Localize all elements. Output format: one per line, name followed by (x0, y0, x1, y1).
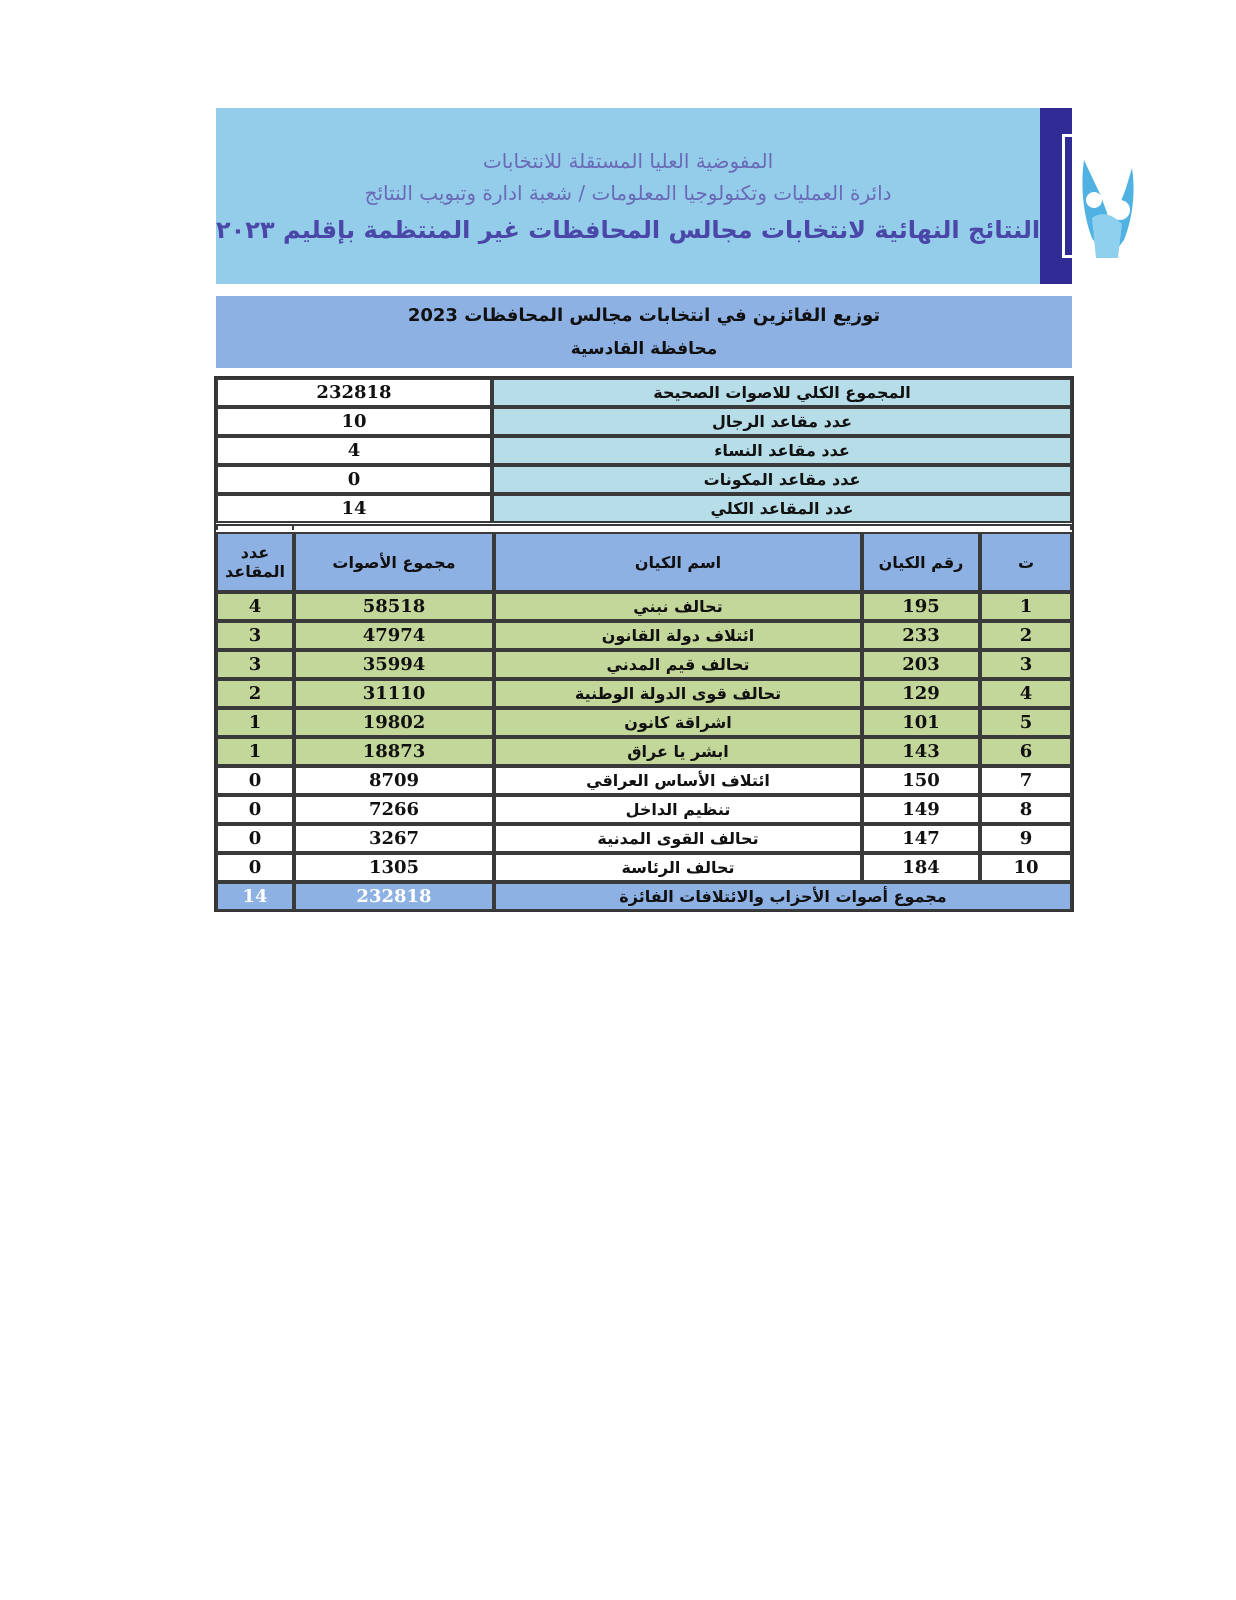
row-entity-number: 150 (862, 766, 980, 795)
row-index: 7 (980, 766, 1072, 795)
total-row (216, 882, 1072, 911)
results-subtitle (216, 296, 1072, 368)
row-entity-name: تحالف قوى الدولة الوطنية (494, 679, 862, 708)
row-votes: 58518 (294, 592, 494, 621)
row-entity-number: 149 (862, 795, 980, 824)
row-seats: 1 (216, 708, 294, 737)
commission-logo (1040, 108, 1072, 284)
summary-value: 232818 (216, 378, 492, 407)
row-index: 5 (980, 708, 1072, 737)
table-row (216, 766, 1072, 795)
row-entity-number: 195 (862, 592, 980, 621)
distribution-title: توزيع الفائزين في انتخابات مجالس المحافظات 2023 (407, 305, 881, 326)
row-index: 3 (980, 650, 1072, 679)
table-row (216, 853, 1072, 882)
row-entity-name: تحالف الرئاسة (494, 853, 862, 882)
summary-label: عدد مقاعد الرجال (492, 407, 1072, 436)
row-entity-name: تنظيم الداخل (494, 795, 862, 824)
header-text (216, 108, 1040, 284)
divider-cell (216, 524, 294, 530)
row-index: 4 (980, 679, 1072, 708)
row-index: 2 (980, 621, 1072, 650)
table-divider (216, 524, 1072, 530)
row-index: 9 (980, 824, 1072, 853)
row-entity-name: ائتلاف دولة القانون (494, 621, 862, 650)
summary-table (216, 378, 1072, 523)
row-seats: 0 (216, 853, 294, 882)
summary-label: عدد مقاعد النساء (492, 436, 1072, 465)
header-banner (216, 108, 1072, 284)
table-row (216, 679, 1072, 708)
summary-row (216, 407, 1072, 436)
summary-label: عدد مقاعد المكونات (492, 465, 1072, 494)
row-index: 8 (980, 795, 1072, 824)
row-entity-number: 147 (862, 824, 980, 853)
header-entity-name: اسم الكيان (494, 532, 862, 592)
row-seats: 1 (216, 737, 294, 766)
table-row (216, 708, 1072, 737)
row-entity-number: 129 (862, 679, 980, 708)
row-entity-number: 233 (862, 621, 980, 650)
table-row (216, 824, 1072, 853)
row-seats: 3 (216, 650, 294, 679)
summary-row (216, 378, 1072, 407)
header-total-votes: مجموع الأصوات (294, 532, 494, 592)
summary-row (216, 465, 1072, 494)
document-title: النتائج النهائية لانتخابات مجالس المحافظات غير المنتظمة بإقليم ٢٠٢٣ (216, 216, 1041, 244)
header-seats-line1: عدد (240, 543, 270, 562)
summary-value: 0 (216, 465, 492, 494)
row-entity-number: 101 (862, 708, 980, 737)
summary-value: 4 (216, 436, 492, 465)
row-entity-number: 203 (862, 650, 980, 679)
results-table (216, 532, 1072, 911)
row-entity-name: اشراقة كانون (494, 708, 862, 737)
row-votes: 31110 (294, 679, 494, 708)
summary-label: عدد المقاعد الكلي (492, 494, 1072, 523)
row-entity-name: ابشر يا عراق (494, 737, 862, 766)
total-label: مجموع أصوات الأحزاب والائتلافات الفائزة (494, 882, 1072, 911)
summary-value: 10 (216, 407, 492, 436)
row-entity-number: 184 (862, 853, 980, 882)
table-row (216, 621, 1072, 650)
total-votes: 232818 (294, 882, 494, 911)
total-seats: 14 (216, 882, 294, 911)
divider-cell (292, 524, 1072, 530)
ballot-voter-logo-icon (1040, 108, 1182, 284)
table-row (216, 592, 1072, 621)
row-index: 6 (980, 737, 1072, 766)
row-votes: 1305 (294, 853, 494, 882)
header-entity-number: رقم الكيان (862, 532, 980, 592)
row-entity-name: تحالف القوى المدنية (494, 824, 862, 853)
header-index: ت (980, 532, 1072, 592)
table-row (216, 650, 1072, 679)
row-entity-number: 143 (862, 737, 980, 766)
row-votes: 8709 (294, 766, 494, 795)
row-entity-name: تحالف قيم المدني (494, 650, 862, 679)
row-seats: 4 (216, 592, 294, 621)
table-row (216, 795, 1072, 824)
row-votes: 18873 (294, 737, 494, 766)
summary-row (216, 494, 1072, 523)
row-entity-name: تحالف نبني (494, 592, 862, 621)
header-seats-line2: المقاعد (225, 562, 285, 581)
row-seats: 2 (216, 679, 294, 708)
table-row (216, 737, 1072, 766)
row-entity-name: ائتلاف الأساس العراقي (494, 766, 862, 795)
row-votes: 3267 (294, 824, 494, 853)
province-name: محافظة القادسية (570, 339, 718, 359)
summary-label: المجموع الكلي للاصوات الصحيحة (492, 378, 1072, 407)
table-header-row (216, 532, 1072, 592)
row-votes: 47974 (294, 621, 494, 650)
commission-name: المفوضية العليا المستقلة للانتخابات (482, 149, 774, 173)
row-votes: 19802 (294, 708, 494, 737)
row-index: 1 (980, 592, 1072, 621)
summary-row (216, 436, 1072, 465)
row-votes: 35994 (294, 650, 494, 679)
row-seats: 0 (216, 766, 294, 795)
department-name: دائرة العمليات وتكنولوجيا المعلومات / شعبة ادارة وتبويب النتائج (364, 181, 892, 205)
row-votes: 7266 (294, 795, 494, 824)
row-index: 10 (980, 853, 1072, 882)
row-seats: 0 (216, 795, 294, 824)
row-seats: 3 (216, 621, 294, 650)
summary-value: 14 (216, 494, 492, 523)
row-seats: 0 (216, 824, 294, 853)
header-seats (216, 532, 294, 592)
